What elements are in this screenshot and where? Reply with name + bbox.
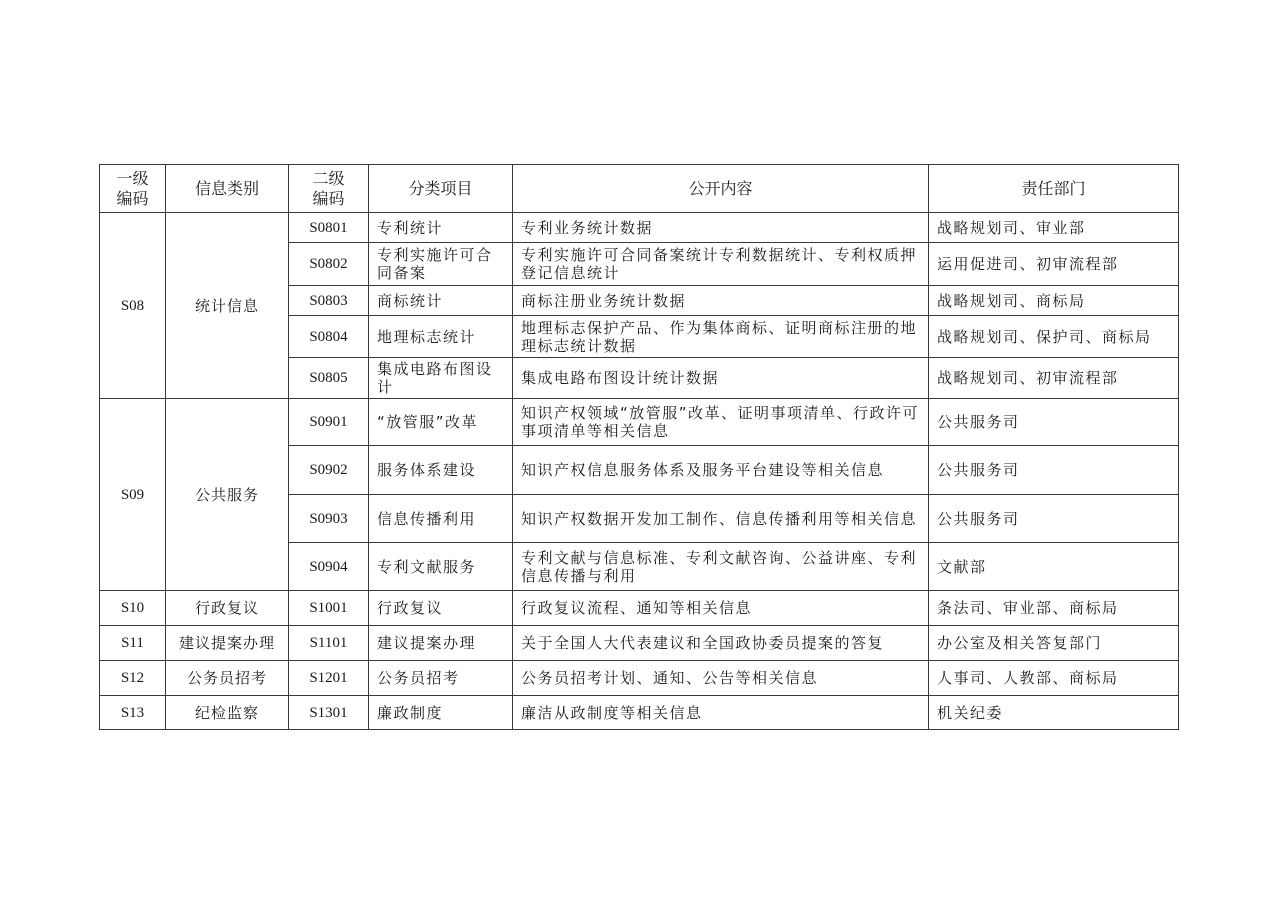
item-cell: 行政复议 [369, 591, 513, 626]
disclosure-catalog-table [99, 164, 1179, 730]
level1-code-cell: S09 [100, 399, 166, 591]
level2-code-cell: S0801 [289, 213, 369, 243]
content-cell: 知识产权领域“放管服”改革、证明事项清单、行政许可事项清单等相关信息 [513, 399, 929, 446]
level2-code-cell: S0802 [289, 243, 369, 286]
item-cell: 信息传播利用 [369, 495, 513, 543]
header-content: 公开内容 [513, 165, 929, 213]
item-cell: 专利文献服务 [369, 543, 513, 591]
content-cell: 关于全国人大代表建议和全国政协委员提案的答复 [513, 626, 929, 661]
item-cell: 服务体系建设 [369, 446, 513, 495]
department-cell: 文献部 [929, 543, 1179, 591]
level2-code-cell: S1001 [289, 591, 369, 626]
item-cell: 地理标志统计 [369, 316, 513, 358]
level1-code-cell: S12 [100, 661, 166, 696]
item-cell: 廉政制度 [369, 696, 513, 730]
department-cell: 战略规划司、初审流程部 [929, 358, 1179, 399]
level2-code-cell: S0803 [289, 286, 369, 316]
level1-code-cell: S11 [100, 626, 166, 661]
department-cell: 公共服务司 [929, 446, 1179, 495]
table-row [100, 661, 1179, 696]
table-row [100, 399, 1179, 446]
category-cell: 公共服务 [166, 399, 289, 591]
level2-code-cell: S0904 [289, 543, 369, 591]
department-cell: 战略规划司、审业部 [929, 213, 1179, 243]
content-cell: 知识产权数据开发加工制作、信息传播利用等相关信息 [513, 495, 929, 543]
content-cell: 专利业务统计数据 [513, 213, 929, 243]
content-cell: 地理标志保护产品、作为集体商标、证明商标注册的地理标志统计数据 [513, 316, 929, 358]
item-cell: 专利统计 [369, 213, 513, 243]
header-item: 分类项目 [369, 165, 513, 213]
table-row [100, 626, 1179, 661]
category-cell: 纪检监察 [166, 696, 289, 730]
level2-code-cell: S0902 [289, 446, 369, 495]
table-body [100, 213, 1179, 730]
content-cell: 行政复议流程、通知等相关信息 [513, 591, 929, 626]
header-category: 信息类别 [166, 165, 289, 213]
content-cell: 专利文献与信息标准、专利文献咨询、公益讲座、专利信息传播与利用 [513, 543, 929, 591]
level2-code-cell: S0804 [289, 316, 369, 358]
item-cell: 专利实施许可合同备案 [369, 243, 513, 286]
header-department: 责任部门 [929, 165, 1179, 213]
level2-code-cell: S0903 [289, 495, 369, 543]
content-cell: 商标注册业务统计数据 [513, 286, 929, 316]
table-row [100, 591, 1179, 626]
table-row [100, 213, 1179, 243]
content-cell: 集成电路布图设计统计数据 [513, 358, 929, 399]
department-cell: 公共服务司 [929, 399, 1179, 446]
level2-code-cell: S0901 [289, 399, 369, 446]
table-header-row [100, 165, 1179, 213]
item-cell: 集成电路布图设计 [369, 358, 513, 399]
content-cell: 廉洁从政制度等相关信息 [513, 696, 929, 730]
level2-code-cell: S1201 [289, 661, 369, 696]
department-cell: 办公室及相关答复部门 [929, 626, 1179, 661]
content-cell: 公务员招考计划、通知、公告等相关信息 [513, 661, 929, 696]
content-cell: 专利实施许可合同备案统计专利数据统计、专利权质押登记信息统计 [513, 243, 929, 286]
department-cell: 人事司、人教部、商标局 [929, 661, 1179, 696]
department-cell: 机关纪委 [929, 696, 1179, 730]
level2-code-cell: S0805 [289, 358, 369, 399]
category-cell: 公务员招考 [166, 661, 289, 696]
category-cell: 建议提案办理 [166, 626, 289, 661]
department-cell: 战略规划司、保护司、商标局 [929, 316, 1179, 358]
header-level2-code: 二级编码 [289, 165, 369, 213]
category-cell: 统计信息 [166, 213, 289, 399]
table-row [100, 696, 1179, 730]
content-cell: 知识产权信息服务体系及服务平台建设等相关信息 [513, 446, 929, 495]
department-cell: 条法司、审业部、商标局 [929, 591, 1179, 626]
level1-code-cell: S13 [100, 696, 166, 730]
level1-code-cell: S10 [100, 591, 166, 626]
category-cell: 行政复议 [166, 591, 289, 626]
header-level1-code: 一级编码 [100, 165, 166, 213]
item-cell: 公务员招考 [369, 661, 513, 696]
item-cell: “放管服”改革 [369, 399, 513, 446]
item-cell: 建议提案办理 [369, 626, 513, 661]
level1-code-cell: S08 [100, 213, 166, 399]
item-cell: 商标统计 [369, 286, 513, 316]
department-cell: 公共服务司 [929, 495, 1179, 543]
level2-code-cell: S1101 [289, 626, 369, 661]
department-cell: 运用促进司、初审流程部 [929, 243, 1179, 286]
department-cell: 战略规划司、商标局 [929, 286, 1179, 316]
level2-code-cell: S1301 [289, 696, 369, 730]
